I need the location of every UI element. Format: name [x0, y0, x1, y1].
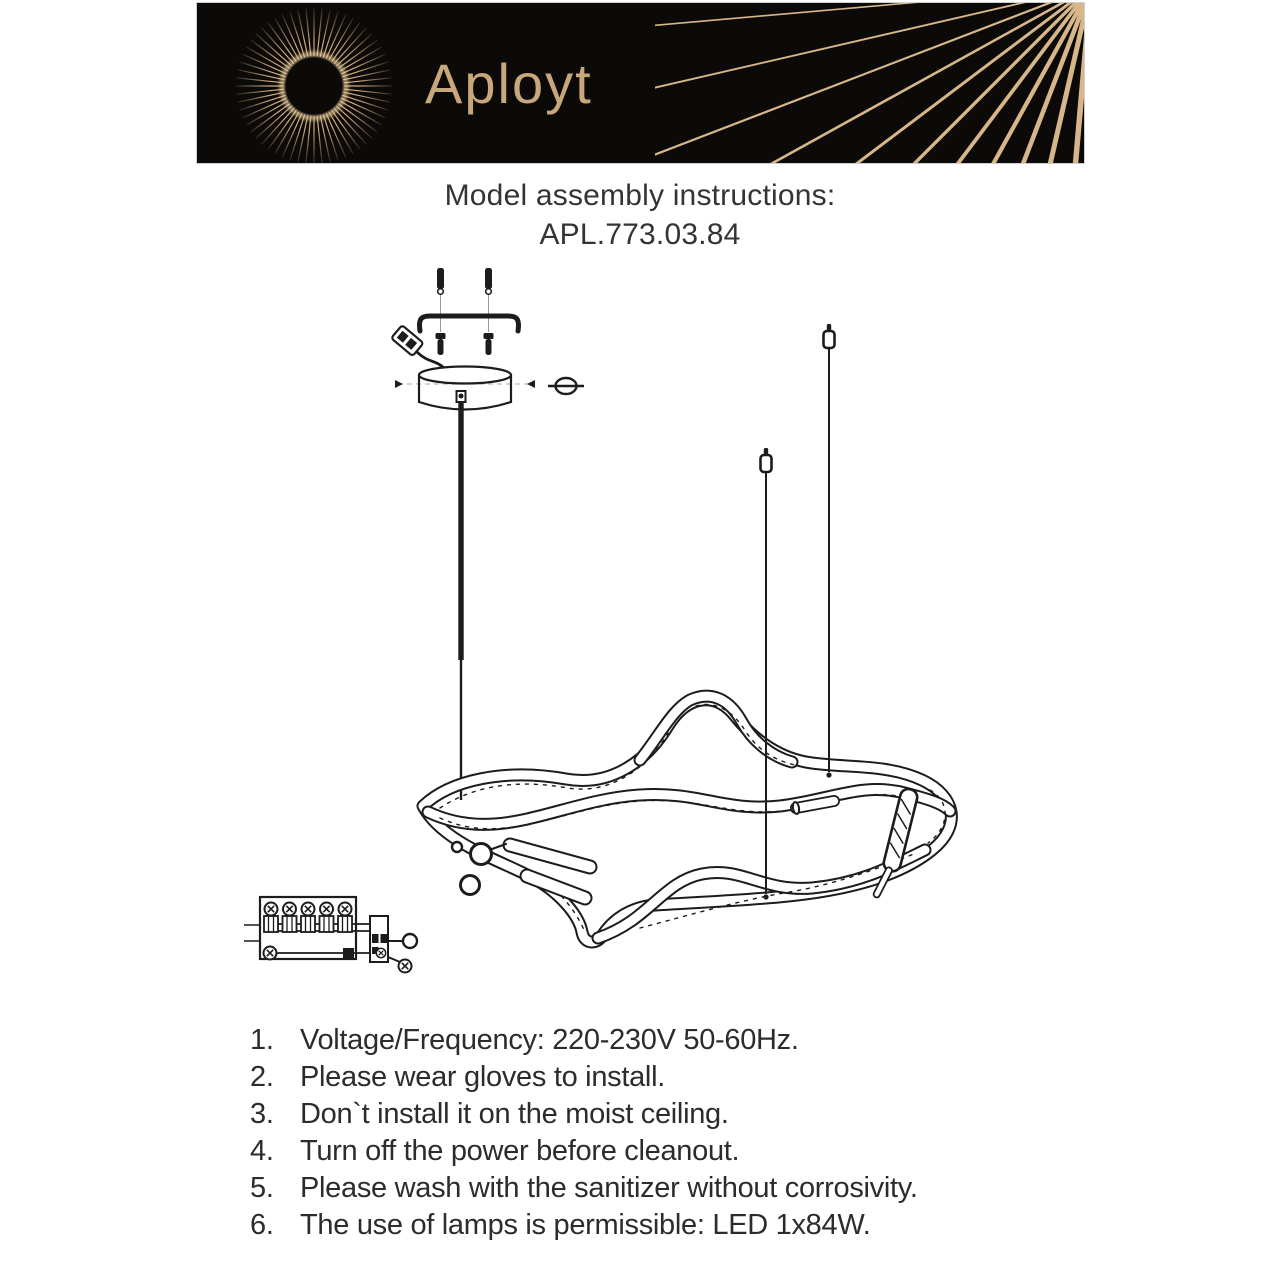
page-title: Model assembly instructions: — [444, 179, 836, 212]
item-text: Please wash with the sanitizer without corrosivity. — [300, 1172, 918, 1204]
brand-name: Aployt — [425, 52, 593, 115]
screw-side-icon — [548, 378, 584, 394]
ceiling-canopy — [395, 367, 535, 410]
item-text: The use of lamps is permissible: LED 1x84W. — [300, 1209, 871, 1241]
item-text: Turn off the power before cleanout. — [300, 1135, 740, 1167]
item-text: Please wear gloves to install. — [300, 1061, 665, 1093]
item-number: 5. — [250, 1172, 274, 1204]
list-item — [250, 1096, 1060, 1133]
list-item — [250, 1059, 1060, 1096]
instruction-list — [250, 1022, 1060, 1244]
model-number: APL.773.03.84 — [539, 218, 741, 251]
item-number: 3. — [250, 1098, 274, 1130]
bracket-screws — [436, 333, 494, 355]
mounting-bracket — [419, 316, 518, 331]
ring-terminal — [403, 934, 417, 948]
item-number: 4. — [250, 1135, 274, 1167]
item-number: 2. — [250, 1061, 274, 1093]
sunburst-logo-icon — [223, 2, 405, 164]
assembly-diagram — [230, 256, 1030, 1000]
list-item — [250, 1207, 1060, 1244]
item-number: 6. — [250, 1209, 274, 1241]
right-driver-capsule — [876, 787, 919, 898]
right-stub-tube — [792, 801, 834, 814]
corner-rays-icon — [655, 3, 1085, 163]
wiring-diagram — [244, 897, 417, 973]
item-text: Don`t install it on the moist ceiling. — [300, 1098, 729, 1130]
list-item — [250, 1170, 1060, 1207]
terminal-bodies — [264, 916, 352, 932]
anchor-screws — [437, 268, 492, 332]
chandelier-body — [423, 696, 951, 942]
suspension-wire-right — [824, 324, 835, 778]
list-item — [250, 1022, 1060, 1059]
connector-block — [370, 916, 388, 962]
item-number: 1. — [250, 1024, 274, 1056]
header-banner — [196, 2, 1085, 164]
suspension-wire-middle — [761, 448, 772, 900]
list-item — [250, 1133, 1060, 1170]
suspension-rod — [457, 391, 466, 800]
title-block — [140, 176, 1140, 254]
item-text: Voltage/Frequency: 220-230V 50-60Hz. — [300, 1024, 799, 1056]
